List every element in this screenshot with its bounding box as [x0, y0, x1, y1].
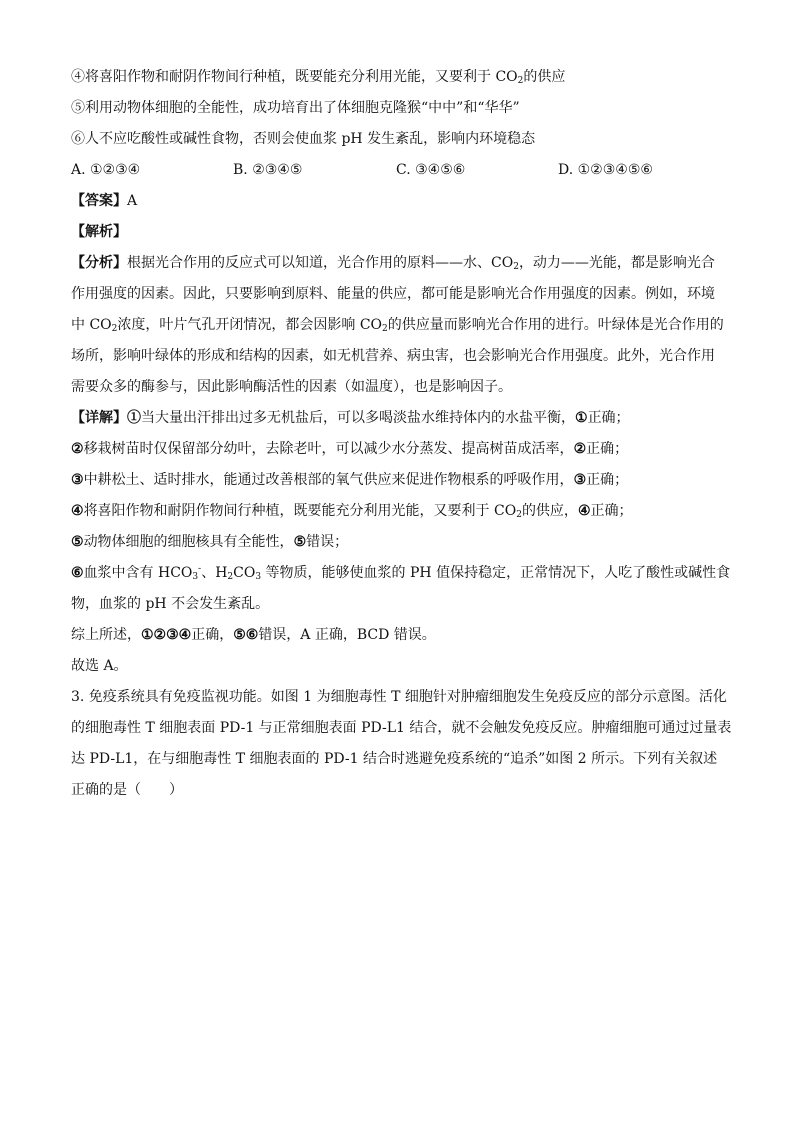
- option-b: B. ②③④⑤: [233, 162, 303, 178]
- detail-text: 血浆中含有 HCO: [83, 565, 193, 581]
- statement-4-text: ④将喜阳作物和耐阴作物间行种植，既要能充分利用光能，又要利于 CO: [71, 69, 518, 85]
- detail-text: 、H: [201, 565, 228, 581]
- summary-text: 错误，A 正确，BCD 错误。: [258, 627, 436, 643]
- answer-tag: 【答案】: [71, 193, 127, 209]
- question-3-line-4: 正确的是（ ）: [71, 782, 183, 798]
- detail-line-3: [71, 465, 731, 496]
- fenxi-text: 中 CO: [71, 317, 112, 333]
- item-number: ②: [71, 441, 84, 457]
- fenxi-text: 浓度，叶片气孔开闭情况，都会因影响 CO: [117, 317, 383, 333]
- detail-text: 动物体细胞的细胞核具有全能性，: [83, 534, 294, 550]
- detail-text: 等物质，能够使血浆的 PH 值保持稳定，正常情况下，人吃了酸性或碱性食: [261, 565, 731, 581]
- item-numbers: ⑤⑥: [233, 627, 259, 643]
- detail-text: 将喜阳作物和耐阴作物间行种植，既要能充分利用光能，又要利于 CO: [83, 503, 517, 519]
- statement-4: [71, 62, 731, 93]
- subscript: 2: [513, 262, 519, 272]
- detail-text: 的供应，: [521, 503, 578, 519]
- item-number: ①: [575, 410, 588, 426]
- summary-line: [71, 620, 731, 651]
- detail-line-5: [71, 527, 731, 558]
- fenxi-text: 根据光合作用的反应式可以知道，光合作用的原料——水、CO: [127, 255, 514, 271]
- analysis-tag: 【解析】: [71, 224, 127, 240]
- question-3-line-2: 的细胞毒性 T 细胞表面 PD-1 与正常细胞表面 PD-L1 结合，就不会触发免疫反应。肿瘤细胞可通过过量表: [71, 720, 732, 736]
- fenxi-line-3: [71, 310, 731, 341]
- subscript: 2: [382, 324, 388, 334]
- detail-text: 中耕松土、适时排水，能通过改善根部的氧气供应来促进作物根系的呼吸作用，: [83, 472, 574, 488]
- item-number: ④: [577, 503, 591, 519]
- item-number: ⑤: [293, 534, 307, 550]
- detail-line-6: [71, 558, 731, 589]
- item-number: ②: [573, 441, 587, 457]
- detail-text: 移栽树苗时仅保留部分幼叶，去除老叶，可以减少水分蒸发、提高树苗成活率，: [83, 441, 574, 457]
- fenxi-text: 的供应量而影响光合作用的进行。叶绿体是光合作用的: [387, 317, 724, 333]
- detail-verdict: 正确；: [587, 410, 630, 426]
- detail-line-2: [71, 434, 731, 465]
- item-number: ③: [573, 472, 587, 488]
- subscript: 2: [227, 572, 234, 582]
- answer-line: [71, 186, 731, 217]
- item-number: ③: [71, 472, 84, 488]
- item-numbers: ①②③④: [141, 627, 192, 643]
- choice-line: 故选 A。: [71, 658, 128, 674]
- detail-verdict: 错误；: [306, 534, 349, 550]
- fenxi-line-5: 需要众多的酶参与，因此影响酶活性的因素（如温度），也是影响因子。: [71, 379, 512, 395]
- detail-line-4: [71, 496, 731, 527]
- option-c: C. ③④⑤⑥: [396, 162, 466, 178]
- fenxi-line-4: 场所，影响叶绿体的形成和结构的因素，如无机营养、病虫害，也会影响光合作用强度。此外，光合作用: [71, 348, 715, 364]
- subscript: 3: [192, 572, 199, 582]
- detail-verdict: 正确；: [586, 441, 629, 457]
- option-d: D. ①②③④⑤⑥: [558, 162, 653, 178]
- superscript: -: [198, 564, 202, 574]
- statement-4-end: 的供应: [523, 69, 566, 85]
- detail-line-1: [71, 403, 731, 434]
- detail-text: CO: [233, 565, 256, 581]
- subscript: 3: [255, 572, 262, 582]
- subscript: 2: [517, 76, 524, 86]
- fenxi-line-1: [71, 248, 731, 279]
- item-number: ⑥: [71, 565, 84, 581]
- summary-text: 正确，: [191, 627, 234, 643]
- summary-text: 综上所述，: [71, 627, 141, 643]
- statement-5: ⑤利用动物体细胞的全能性，成功培育出了体细胞克隆猴“中中”和“华华”: [71, 100, 520, 116]
- item-number: ④: [71, 503, 84, 519]
- fenxi-tag: 【分析】: [71, 255, 127, 271]
- answer-options: [71, 155, 731, 186]
- detail-verdict: 正确；: [590, 503, 633, 519]
- answer-value: A: [127, 193, 138, 209]
- subscript: 2: [111, 324, 118, 334]
- detail-line-7: 物，血浆的 pH 不会发生紊乱。: [71, 596, 270, 612]
- option-a: A. ①②③④: [71, 162, 141, 178]
- statement-6: ⑥人不应吃酸性或碱性食物，否则会使血浆 pH 发生紊乱，影响内环境稳态: [71, 131, 536, 147]
- subscript: 2: [516, 510, 522, 520]
- item-number: ①: [127, 410, 141, 426]
- fenxi-line-2: 作用强度的因素。因此，只要影响到原料、能量的供应，都可能是影响光合作用强度的因素。例如，环境: [71, 286, 715, 302]
- question-3-line-3: 达 PD-L1，在与细胞毒性 T 细胞表面的 PD-1 结合时逃避免疫系统的“追杀”如图 2 所示。下列有关叙述: [71, 751, 718, 767]
- question-3-line-1: 3. 免疫系统具有免疫监视功能。如图 1 为细胞毒性 T 细胞针对肿瘤细胞发生免疫反应的部分示意图。活化: [71, 689, 727, 705]
- item-number: ⑤: [71, 534, 84, 550]
- analysis-heading: [71, 217, 731, 248]
- detail-verdict: 正确；: [586, 472, 629, 488]
- detail-tag: 【详解】: [71, 410, 127, 426]
- document-page: [71, 62, 731, 806]
- fenxi-text: ，动力——光能，都是影响光合: [518, 255, 715, 271]
- detail-text: 当大量出汗排出过多无机盐后，可以多喝淡盐水维持体内的水盐平衡，: [141, 410, 575, 426]
